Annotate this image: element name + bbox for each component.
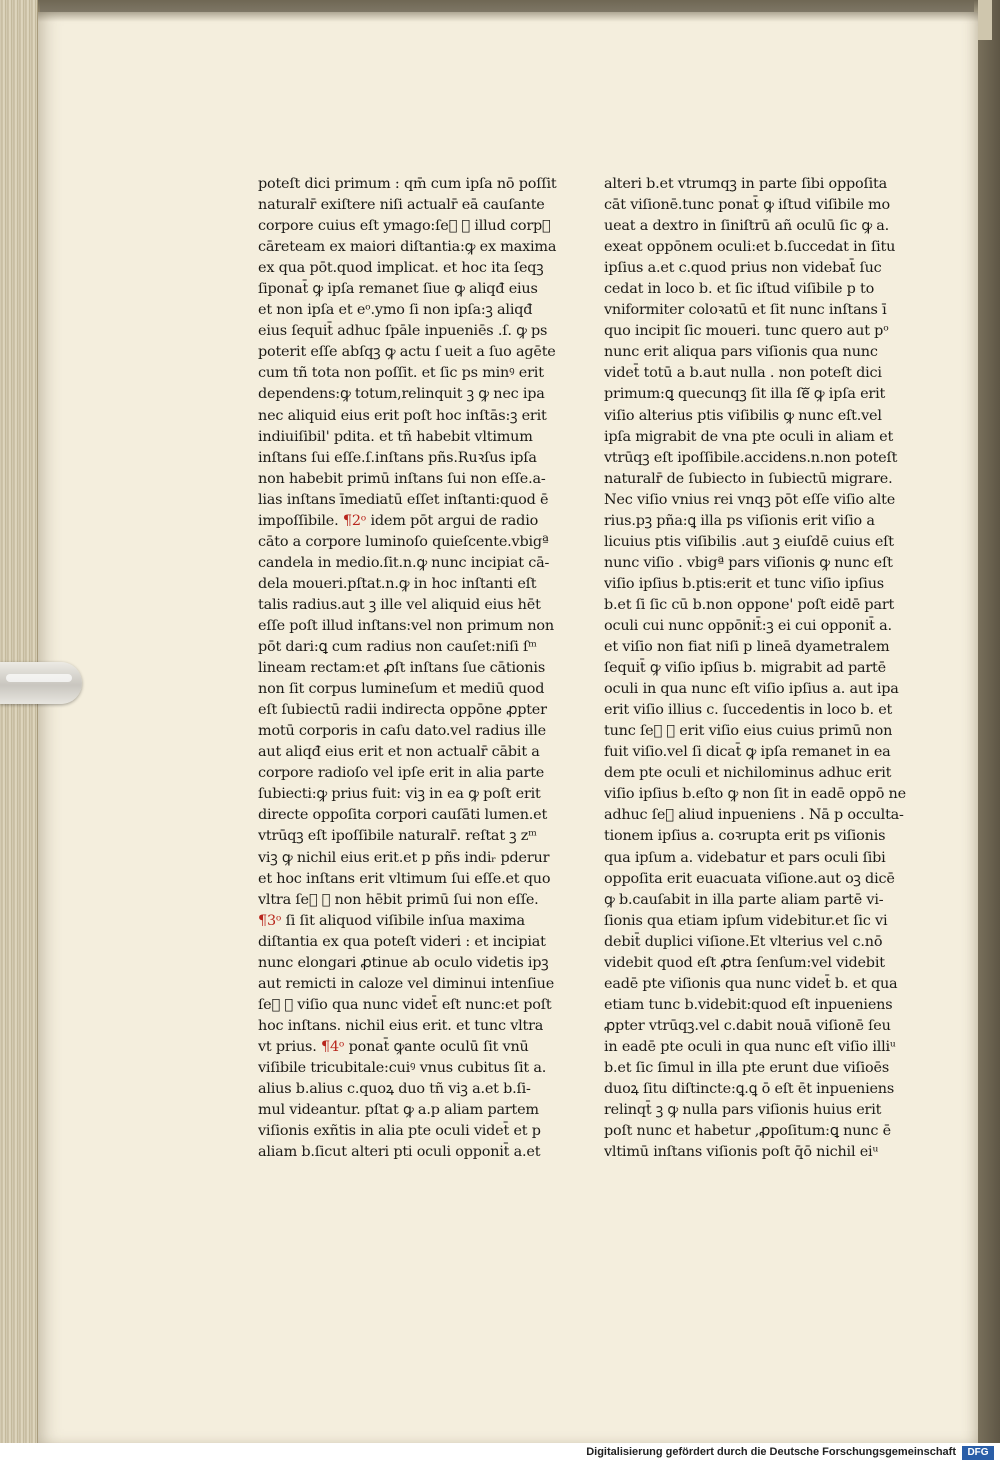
text-line: b.et ſic ſimul in illa pte erunt due viſioēs: [604, 1059, 890, 1076]
text-line: et non ipſa et eᵒ.ymo ſi non ipſa:ꝫ aliqđ: [258, 302, 533, 319]
text-line: eadē pte viſionis qua nunc videt̄ b. et qua: [604, 975, 898, 992]
text-line: etiam tunc b.videbit:quod eſt inpueniens: [604, 996, 893, 1013]
text-line: inſtans ſui eſſe.ſ.inſtans pñs.Ruꝛſus ipſa: [258, 449, 537, 466]
text-line: ſiponat̄ ꝙ ipſa remanet ſiue ꝙ aliqđ eius: [258, 281, 538, 298]
text-line: alteri b.et vtrumqꝫ in parte ſibi oppoſita: [604, 176, 887, 192]
text-line: ipſius a.et c.quod prius non videbat̄ ſuc: [604, 260, 882, 277]
text-line: aut remicti in caloze vel diminui intenſiue: [258, 975, 555, 992]
text-line: licuius ptis viſibilis .aut ꝫ eiuſdē cuius eſt: [604, 533, 894, 550]
text-line: corpore radioſo vel ipſe erit in alia parte: [258, 765, 545, 782]
text-line: nec aliquid eius erit poſt hoc inſtās:ꝫ erit: [258, 407, 547, 424]
text-line: poſt nunc et habetur ,ꝓpoſitum:ꝗ nunc ē: [604, 1123, 891, 1140]
text-line: ¶3ᵒ ſi ſit aliquod viſibile inſua maxima: [258, 912, 525, 929]
text-line: naturalr̄ de ſubiecto in ſubiectū migrare.: [604, 470, 893, 487]
text-line: vniformiter coloꝛatū et ſit nunc inſtans ī: [604, 302, 887, 319]
text-line: fuit viſio.vel ſi dicat̄ ꝙ ipſa remanet in ea: [604, 744, 891, 761]
text-line: naturalr̄ exiſtere niſi actualr̄ eā cauſante: [258, 197, 545, 214]
text-line: aliam b.ſicut alteri pti oculi opponit̄ a.et: [258, 1144, 541, 1161]
text-line: viſio alterius ptis viſibilis ꝙ nunc eſt.vel: [604, 407, 882, 424]
text-line: candela in medio.ſit.n.ꝙ nunc incipiat cā-: [258, 554, 550, 571]
text-line: ꝙ b.cauſabit in illa parte aliam partē vi-: [604, 891, 884, 908]
text-line: ipſa migrabit de vna pte oculi in aliam et: [604, 428, 894, 445]
text-line: non ſit corpus lumineſum et mediū quod: [258, 681, 545, 698]
text-line: ꝓpter vtrūqꝫ.vel c.dabit nouā viſionē ſeu: [604, 1017, 891, 1034]
text-line: debit̄ duplici viſione.Et vlterius vel c.nō: [604, 933, 883, 950]
text-line: talis radius.aut ꝫ ille vel aliquid eius hēt: [258, 596, 541, 613]
text-line: hoc inſtans. nichil eius erit. et tunc vltra: [258, 1017, 544, 1034]
text-line: cāto a corpore luminoſo quieſcente.vbigª: [258, 533, 549, 550]
text-line: eſt ſubiectū radii indirecta oppōne ꝓpter: [258, 702, 547, 719]
text-line: et viſio non fiat niſi p lineā dyametralem: [604, 639, 890, 656]
text-line: poterit eſſe abſqꝫ ꝙ actu ſ ueit a ſuo agēte: [258, 344, 556, 361]
text-line: rius.pꝫ pña:ꝗ illa ps viſionis erit viſio a: [604, 512, 875, 529]
text-line: relinqt̄ ꝫ ꝙ nulla pars viſionis huius erit: [604, 1102, 882, 1119]
rubric-mark: ¶2ᵒ: [342, 512, 367, 529]
text-line: nunc elongari ꝓtinue ab oculo videtis ipꝫ: [258, 954, 549, 971]
text-line: quo incipit ſic moueri. tunc quero aut pᵒ: [604, 323, 889, 340]
text-line: vtrūqꝫ eſt ipoſſibile.accidens.n.non poteſt: [604, 449, 898, 466]
text-line: vt prius. ¶4ᵒ ponat̄ ꝙante oculū ſit vnū: [258, 1038, 529, 1055]
text-line: nunc viſio . vbigª pars viſionis ꝙ nunc eſt: [604, 554, 893, 571]
text-line: viſibile tricubitale:cuiꝰ vnus cubitus ſit a.: [258, 1059, 547, 1076]
text-line: indiuiſibil' pdita. et tñ habebit vltimum: [258, 428, 533, 445]
text-line: viſio ipſius b.ptis:erit et tunc viſio ipſius: [604, 575, 884, 592]
text-column-left: [258, 174, 570, 1163]
text-line: aut aliqđ eius erit et non actualr̄ cābit a: [258, 744, 540, 761]
text-line: dem pte oculi et nichilominus adhuc erit: [604, 765, 892, 782]
text-line: impoſſibile. ¶2ᵒ idem pōt argui de radio: [258, 512, 539, 529]
text-line: videt̄ totū a b.aut nulla . non poteſt dici: [604, 365, 882, 382]
text-line: et hoc inſtans erit vltimum ſui eſſe.et quo: [258, 870, 551, 887]
text-line: cāt viſionē.tunc ponat̄ ꝙ iſtud viſibile mo: [604, 197, 890, 214]
text-line: cedat in loco b. et ſic iſtud viſibile p to: [604, 281, 875, 298]
text-line: in eadē pte oculi in qua nunc eſt viſio illiᵘ: [604, 1038, 896, 1055]
text-line: alius b.alius c.quoꝝ duo tñ viꝫ a.et b.ſi-: [258, 1081, 531, 1098]
text-line: lineam rectam:et ꝓſt inſtans ſue cātionis: [258, 660, 546, 677]
text-line: ſequit̄ ꝙ viſio ipſius b. migrabit ad partē: [604, 660, 886, 677]
stacked-page-edges: [0, 0, 40, 1443]
text-line: viꝫ ꝙ nichil eius erit.et p pñs indiᵣ pderur: [258, 849, 550, 866]
text-line: ſubiecti:ꝙ prius fuit: viꝫ in ea ꝙ poſt erit: [258, 786, 541, 803]
text-line: lias inſtans īmediatū eſſet inſtanti:quod ē: [258, 491, 549, 508]
funding-credit: Digitalisierung gefördert durch die Deutsche Forschungsgemeinschaft: [586, 1446, 956, 1458]
text-line: exeat oppōnem oculi:et b.ſuccedat in ſitu: [604, 239, 896, 256]
text-line: ſionis qua etiam ipſum videbitur.et ſic vi: [604, 912, 888, 929]
footer-bar: [0, 1443, 1000, 1463]
text-line: directe oppoſita corpori cauſāti lumen.et: [258, 807, 548, 824]
text-line: tunc ſeᷓ ꝙ erit viſio eius cuius primū non: [604, 723, 893, 740]
text-line: qua ipſum a. videbatur et pars oculi ſibi: [604, 849, 886, 866]
text-line: cum tñ tota non poſſit. et ſic ps minꝰ erit: [258, 365, 544, 382]
text-line: primum:ꝗ quecunqꝫ ſit illa ſeᷓ ꝙ ipſa erit: [604, 386, 886, 403]
text-line: viſio ipſius b.eſto ꝙ non ſit in eadē oppō ne: [604, 786, 906, 803]
text-line: duoꝝ ſitu diſtincte:ꝗ.ꝗ ō eſt ēt inpueniens: [604, 1081, 895, 1098]
text-line: vtrūqꝫ eſt ipoſſibile naturalr̄. reſtat ꝫ zᵐ: [258, 828, 537, 845]
text-line: erit viſio illius c. ſuccedentis in loco b. et: [604, 702, 893, 719]
text-column-right: [604, 174, 914, 1163]
text-line: mul videantur. pſtat ꝙ a.p aliam partem: [258, 1102, 539, 1119]
dfg-logo-icon: DFG: [962, 1446, 994, 1460]
text-line: b.et ſi ſic cū b.non oppone' poſt eidē part: [604, 596, 895, 613]
page-top-shadow: [38, 0, 978, 22]
text-line: vltimū inſtans viſionis poſt q̄ō nichil eiᵘ: [604, 1144, 878, 1161]
text-line: vltra ſeᷓ ꝙ non hēbit primū ſui non eſſe.: [258, 891, 539, 908]
text-line: ex qua pōt.quod implicat. et hoc ita ſeqꝫ: [258, 260, 544, 277]
text-line: Nec viſio vnius rei vnqꝫ pōt eſſe viſio alte: [604, 491, 896, 508]
page-clip-icon: [0, 662, 82, 704]
text-line: eius ſequit̄ adhuc ſpāle inpueniēs .ſ. ꝙ ps: [258, 323, 548, 340]
text-line: viſionis exñtis in alia pte oculi videt̄ et p: [258, 1123, 541, 1140]
rubric-mark: ¶3ᵒ: [258, 912, 282, 929]
text-line: ueat a dextro in ſiniſtrū añ oculū ſic ꝙ a.: [604, 218, 890, 235]
text-line: corpore cuius eſt ymago:ſeᷓ ꝙ illud corpꝰ: [258, 218, 551, 235]
text-line: oculi cui nunc oppōnit̄:ꝫ ei cui opponit̄ a.: [604, 617, 892, 634]
text-line: videbit quod eſt ꝓtra ſenſum:vel videbit: [604, 954, 885, 971]
text-line: cāreteam ex maiori diſtantia:ꝙ ex maxima: [258, 239, 557, 256]
text-line: poteſt dici primum : qm̄ cum ipſa nō poſſit: [258, 176, 557, 192]
text-line: tionem ipſius a. coꝛrupta erit ps viſionis: [604, 828, 886, 845]
text-line: diſtantia ex qua poteſt videri : et incipiat: [258, 933, 546, 950]
text-line: adhuc ſeᷓ aliud inpueniens . Nā p occulta-: [604, 807, 904, 824]
rubric-mark: ¶4ᵒ: [320, 1038, 345, 1055]
text-line: ſeᷓ ꝙ viſio qua nunc videt̄ eſt nunc:et poſt: [258, 996, 552, 1013]
text-line: pōt dari:ꝗ cum radius non cauſet:niſi ſᵐ: [258, 639, 537, 656]
text-line: motū corporis in caſu dato.vel radius ille: [258, 723, 546, 740]
text-line: eſſe poſt illud inſtans:vel non primum non: [258, 617, 554, 634]
text-line: nunc erit aliqua pars viſionis qua nunc: [604, 344, 878, 361]
text-line: oculi in qua nunc eſt viſio ipſius a. aut ipa: [604, 681, 899, 698]
text-line: oppoſita erit euacuata viſione.aut oꝫ dicē: [604, 870, 895, 887]
text-line: dependens:ꝙ totum,relinquit ꝫ ꝙ nec ipa: [258, 386, 545, 403]
text-line: dela moueri.pſtat.n.ꝙ in hoc inſtanti eſt: [258, 575, 537, 592]
text-line: non habebit primū inſtans ſui non eſſe.a-: [258, 470, 546, 487]
